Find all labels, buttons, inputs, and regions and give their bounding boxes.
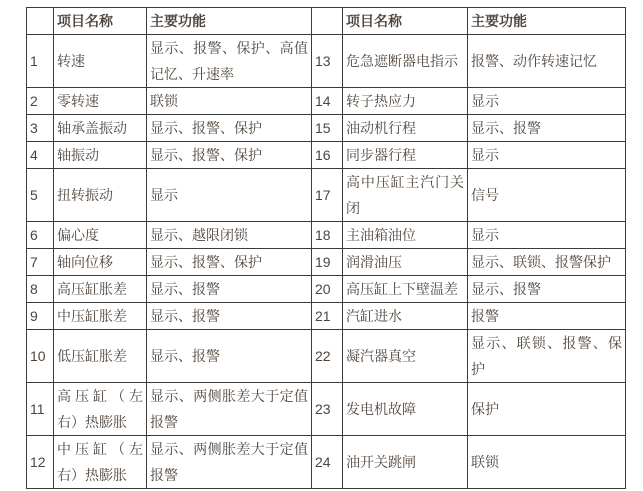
item-function-cell: 显示、报警 (468, 115, 626, 142)
item-function-cell: 报警、动作转速记忆 (468, 35, 626, 88)
item-number-cell: 14 (312, 88, 343, 115)
item-number-cell: 24 (312, 436, 343, 489)
header-main-function-right: 主要功能 (468, 8, 626, 35)
item-number-cell: 19 (312, 249, 343, 276)
item-name-cell: 高压缸（左右）热膨胀 (54, 383, 147, 436)
item-function-cell: 显示、联锁、报警、保护 (468, 330, 626, 383)
table-row (27, 142, 626, 169)
item-function-cell: 信号 (468, 169, 626, 222)
item-function-cell: 显示 (468, 222, 626, 249)
item-name-cell: 中压缸（左右）热膨胀 (54, 436, 147, 489)
item-name-cell: 高压缸胀差 (54, 276, 147, 303)
item-function-cell: 显示、两侧胀差大于定值报警 (147, 436, 312, 489)
item-name-cell: 发电机故障 (343, 383, 468, 436)
item-number-cell: 2 (27, 88, 54, 115)
item-number-cell: 23 (312, 383, 343, 436)
item-number-cell: 1 (27, 35, 54, 88)
table-row (27, 303, 626, 330)
table-row (27, 249, 626, 276)
item-number-cell: 5 (27, 169, 54, 222)
header-item-name-left: 项目名称 (54, 8, 147, 35)
item-function-cell: 显示、报警、保护、高值记忆、升速率 (147, 35, 312, 88)
item-number-cell: 18 (312, 222, 343, 249)
table-row (27, 35, 626, 88)
item-name-cell: 扭转振动 (54, 169, 147, 222)
item-number-cell: 21 (312, 303, 343, 330)
item-number-cell: 11 (27, 383, 54, 436)
item-number-cell: 8 (27, 276, 54, 303)
item-name-cell: 低压缸胀差 (54, 330, 147, 383)
table-row (27, 383, 626, 436)
header-item-name-right: 项目名称 (343, 8, 468, 35)
item-function-cell: 联锁 (468, 436, 626, 489)
item-number-cell: 10 (27, 330, 54, 383)
item-number-cell: 22 (312, 330, 343, 383)
item-function-cell: 显示 (468, 88, 626, 115)
item-function-cell: 显示、联锁、报警保护 (468, 249, 626, 276)
item-name-cell: 油开关跳闸 (343, 436, 468, 489)
header-row (27, 8, 626, 35)
item-function-cell: 显示、两侧胀差大于定值报警 (147, 383, 312, 436)
item-function-cell: 显示、报警、保护 (147, 142, 312, 169)
table-row (27, 169, 626, 222)
table-row (27, 276, 626, 303)
item-name-cell: 零转速 (54, 88, 147, 115)
monitoring-items-table (26, 7, 626, 489)
item-name-cell: 转速 (54, 35, 147, 88)
item-number-cell: 17 (312, 169, 343, 222)
item-function-cell: 显示、报警 (147, 276, 312, 303)
table-row (27, 88, 626, 115)
table-row (27, 436, 626, 489)
item-name-cell: 汽缸进水 (343, 303, 468, 330)
item-name-cell: 凝汽器真空 (343, 330, 468, 383)
item-name-cell: 偏心度 (54, 222, 147, 249)
item-function-cell: 显示、越限闭锁 (147, 222, 312, 249)
item-name-cell: 轴向位移 (54, 249, 147, 276)
item-name-cell: 轴振动 (54, 142, 147, 169)
table-row (27, 222, 626, 249)
item-name-cell: 主油箱油位 (343, 222, 468, 249)
item-function-cell: 显示、报警、保护 (147, 249, 312, 276)
item-number-cell: 16 (312, 142, 343, 169)
item-function-cell: 显示、报警 (468, 276, 626, 303)
item-name-cell: 危急遮断器电指示 (343, 35, 468, 88)
item-name-cell: 高压缸上下壁温差 (343, 276, 468, 303)
item-function-cell: 显示、报警 (147, 303, 312, 330)
table-row (27, 330, 626, 383)
item-function-cell: 显示 (147, 169, 312, 222)
item-name-cell: 油动机行程 (343, 115, 468, 142)
item-number-cell: 7 (27, 249, 54, 276)
item-number-cell: 6 (27, 222, 54, 249)
item-name-cell: 轴承盖振动 (54, 115, 147, 142)
item-number-cell: 3 (27, 115, 54, 142)
item-function-cell: 联锁 (147, 88, 312, 115)
item-function-cell: 显示、报警、保护 (147, 115, 312, 142)
item-number-cell: 20 (312, 276, 343, 303)
item-number-cell: 4 (27, 142, 54, 169)
header-main-function-left: 主要功能 (147, 8, 312, 35)
item-name-cell: 润滑油压 (343, 249, 468, 276)
item-number-cell: 15 (312, 115, 343, 142)
item-name-cell: 转子热应力 (343, 88, 468, 115)
item-name-cell: 同步器行程 (343, 142, 468, 169)
item-number-cell: 13 (312, 35, 343, 88)
item-function-cell: 显示 (468, 142, 626, 169)
item-function-cell: 保护 (468, 383, 626, 436)
item-function-cell: 显示、报警 (147, 330, 312, 383)
item-function-cell: 报警 (468, 303, 626, 330)
item-name-cell: 中压缸胀差 (54, 303, 147, 330)
header-number-left (27, 8, 54, 35)
item-name-cell: 高中压缸主汽门关闭 (343, 169, 468, 222)
item-number-cell: 9 (27, 303, 54, 330)
header-number-right (312, 8, 343, 35)
item-number-cell: 12 (27, 436, 54, 489)
table-row (27, 115, 626, 142)
